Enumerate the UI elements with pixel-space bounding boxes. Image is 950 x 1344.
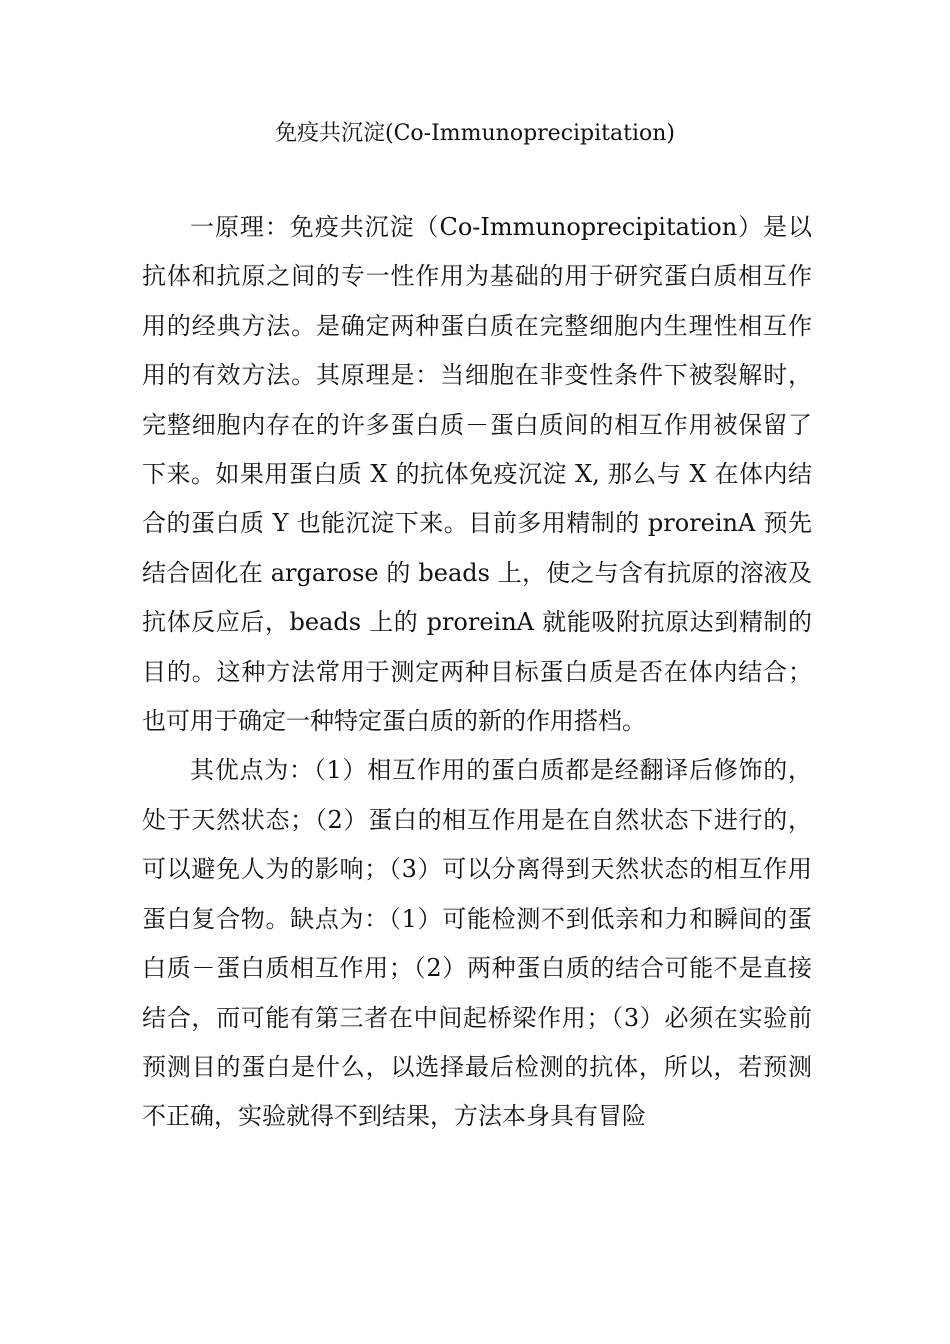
document-title: 免疫共沉淀(Co-Immunoprecipitation) [274, 121, 676, 146]
paragraph-pros-cons: 其优点为：（1）相互作用的蛋白质都是经翻译后修饰的，处于天然状态；（2）蛋白的相互作用是在自然状态下进行的，可以避免人为的影响；（3）可以分离得到天然状态的相互作用蛋白复合物。缺点为：（1）可能检测不到低亲和力和瞬间的蛋白质－蛋白质相互作用；（2）两种蛋白质的结合可能不是直接结合，而可能有第三者在中间起桥梁作用；（3）必须在实验前预测目的蛋白是什么，以选择最后检测的抗体，所以，若预测不正确，实验就得不到结果，方法本身具有冒险 [142, 756, 812, 1131]
paragraph-principle: 一原理：免疫共沉淀（Co-Immunoprecipitation）是以抗体和抗原之间的专一性作用为基础的用于研究蛋白质相互作用的经典方法。是确定两种蛋白质在完整细胞内生理性相互作用的有效方法。其原理是：当细胞在非变性条件下被裂解时，完整细胞内存在的许多蛋白质－蛋白质间的相互作用被保留了下来。如果用蛋白质 X 的抗体免疫沉淀 X, 那么与 X 在体内结合的蛋白质 Y 也能沉淀下来。目前多用精制的 proreinA 预先结合固化在 argarose 的 beads 上，使之与含有抗原的溶液及抗体反应后，beads 上的 proreinA 就能吸附抗原达到精制的目的。这种方法常用于测定两种目标蛋白质是否在体内结合；也可用于确定一种特定蛋白质的新的作用搭档。 [142, 213, 812, 736]
document-body [142, 203, 812, 1142]
